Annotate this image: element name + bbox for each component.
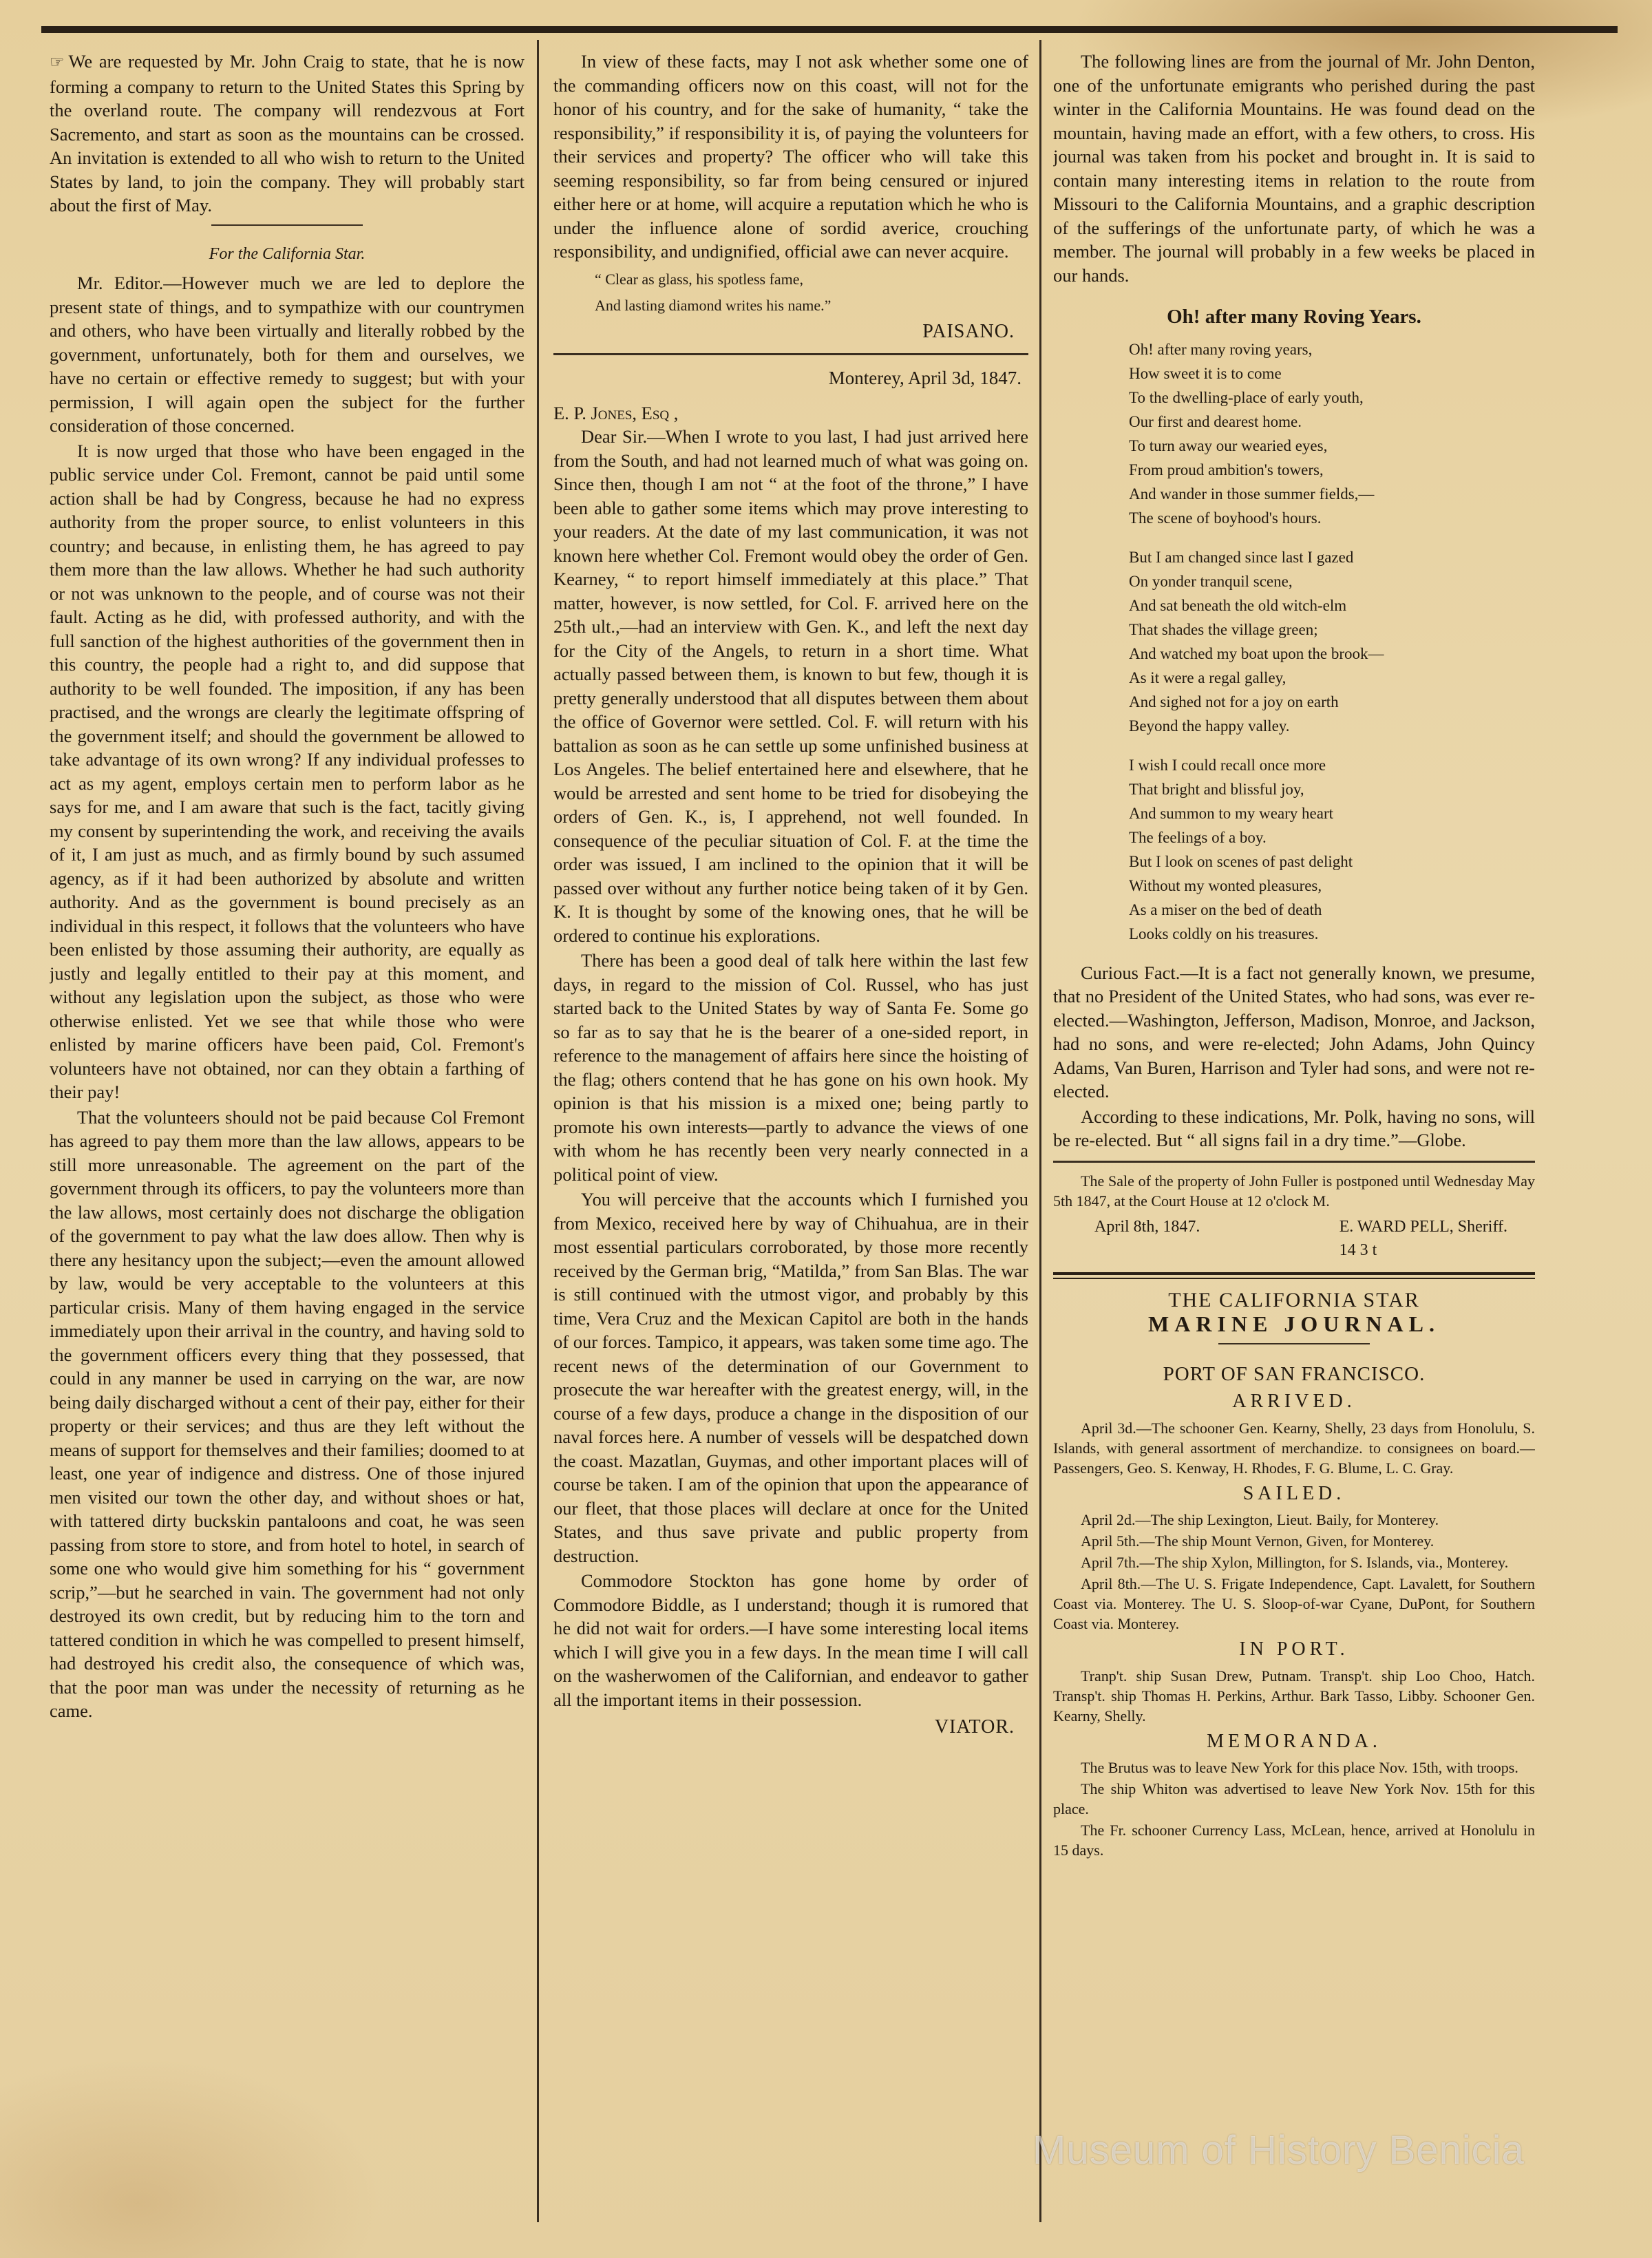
- poem-stanza-3: [1129, 753, 1535, 946]
- signature-viator: VIATOR.: [934, 1716, 1015, 1738]
- correspondence-paragraph-4: Commodore Stockton has gone home by order of Commodore Biddle, as I understand; though it is rumored that he did not wait for orders.—I have some interesting local items which I will give you in a few days. In the mean time I will call on the washerwomen of the Californian, and endeavor to gather all the important items in their possession.: [553, 1570, 1028, 1710]
- sale-notice: The Sale of the property of John Fuller is postponed until Wednesday May 5th 1847, at the Court House at 12 o'clock M.: [1053, 1172, 1535, 1210]
- poem-line: Oh! after many roving years,: [1129, 340, 1313, 358]
- correspondence-paragraph-3: You will perceive that the accounts which I furnished you from Mexico, received here by way of Chihuahua, are in their most essential particulars corroborated, by those more recently received by the German brig, “Matilda,” from San Blas. The war is still continued with the utmost vigor, and probably by this time, Vera Cruz and the Mexican Capitol are both in the hands of our forces. Tampico, it appears, was taken some time ago. The recent news of the determination of our Government to prosecute the war hereafter with the greatest energy, will, in the course of a few days, produce a change in the disposition of our naval forces here. A number of vessels will be despatched down the coast. Mazatlan, Guymas, and other important places will of course be taken. I am of the opinion that upon the appearance of our fleet, that those places will declare at once for the United States, and thus save private and public property from destruction.: [553, 1189, 1028, 1566]
- letter-heading: For the California Star.: [209, 244, 366, 263]
- poem-line: Without my wonted pleasures,: [1129, 876, 1322, 894]
- double-rule: [1053, 1272, 1535, 1279]
- poem-stanza-2: [1129, 545, 1535, 738]
- poem-line: Beyond the happy valley.: [1129, 717, 1290, 735]
- column-divider-1: [537, 40, 539, 2222]
- in-port-entry: Tranp't. ship Susan Drew, Putnam. Transp't. ship Loo Choo, Hatch. Transp't. ship Thomas H. Perkins, Arthur. Bark Tasso, Libby. Schooner Gen. Kearny, Shelly.: [1053, 1667, 1535, 1724]
- quote-line-2: And lasting diamond writes his name.”: [595, 296, 832, 314]
- poem-line: And sat beneath the old witch-elm: [1129, 596, 1347, 614]
- letter-paragraph-3: That the volunteers should not be paid because Col Fremont has agreed to pay them more than the law allows, appears to be still more unreasonable. The agreement on the part of the government through its officers, to pay the volunteers more than the law allows, most certainly does not discharge the obligation of the government to pay what the law does allow. Then why is there any hesitancy upon the subject;—even the amount allowed by law, would be very acceptable to the volunteers at this particular crisis. Many of them having engaged in the service immediately upon their arrival in the country, and having sold to the government officers every thing that they possessed, that could in any manner be used in carrying on the war, are now being daily discharged without a cent of their pay, either for their property or their services; and thus are they left without the means of support for themselves and their families; doomed to at least, one year of indigence and distress. One of those injured men visited our town the other day, and without shoes or hat, with tattered dirty buckskin pantaloons and coat, he was seen passing from store to store, and from hotel to hotel, in search of some one who would give him something for his “ government scrip,”—but he searched in vain. The government had not only destroyed its own credit, but by reducing him to the torn and tattered condition in which he was compelled to present himself, had destroyed his credit also, the consequence of which was, that the poor man was under the necessity of returning as he came.: [50, 1106, 525, 1721]
- curious-fact-paragraph: Curious Fact.—It is a fact not generally known, we presume, that no President of the United States, who had sons, was ever re-elected.—Washington, Jefferson, Madison, Monroe, and Jackson, had no sons, and were re-elected; John Adams, John Quincy Adams, Van Buren, Harrison and Tyler had sons, and were not re-elected.: [1053, 962, 1535, 1101]
- letter-paragraph-1: Mr. Editor.—However much we are led to deplore the present state of things, and to sympathize with our countrymen and others, who have been virtually and literally robbed by the government, unfortunately, both for them and ourselves, we have no certain or effective remedy to suggest; but with your permission, I will again open the subject for the further consideration of those concerned.: [50, 273, 525, 436]
- section-rule: [1218, 1343, 1370, 1344]
- poem-line: How sweet it is to come: [1129, 364, 1282, 382]
- arrived-heading: ARRIVED.: [1232, 1391, 1356, 1412]
- poem-line: The feelings of a boy.: [1129, 828, 1267, 846]
- column-2: [553, 50, 1028, 2218]
- dateline: Monterey, April 3d, 1847.: [828, 368, 1021, 388]
- poem-line: That shades the village green;: [1129, 620, 1318, 638]
- curious-fact-conclusion: According to these indications, Mr. Polk, having no sons, will be re-elected. But “ all signs fail in a dry time.”—Globe.: [1053, 1106, 1535, 1150]
- letter-paragraph-2: It is now urged that those who have been engaged in the public service under Col. Fremont, cannot be paid until some action shall be had by Congress, because he had no express authority from the proper source, to enlist volunteers in this country; and because, in enlisting them, he has agreed to pay them more than the law allows. Whether he had such authority or not was unknown to the people, and of course was not their fault. Acting as he did, with professed authority, and with the full sanction of the highest authorities of the government then in this country, the people had a right to, and did suppose that authority to be well founded. The imposition, if any has been practised, and the wrongs are clearly the legitimate offspring of the government itself; and should the government be allowed to take advantage of its own wrong? If any individual professes to act as my agent, employs certain men to perform labor as he says for me, and I am aware that such is the fact, tacitly giving my consent by superintending the work, and receiving the avails of it, I am just as much, and as firmly bound by such assumed agency, as if it had been authorized by absolute and written authority. And as the government is bound precisely as an individual in this respect, it follows that the volunteers who have been enlisted by those assuming their authority, are equally as justly and legally entitled to their pay at this moment, and without any legislation upon the subject, as those who were otherwise enlisted. Yet we see that while those who were enlisted by marine officers have been paid, Col. Fremont's volunteers have not obtained, nor can they obtain a farthing of their pay!: [50, 440, 525, 1102]
- column-1: [50, 50, 525, 2218]
- memoranda-heading: MEMORANDA.: [1207, 1730, 1381, 1752]
- top-border-rule: [41, 26, 1618, 33]
- marine-masthead-line-1: THE CALIFORNIA STAR: [1168, 1288, 1420, 1311]
- signature-paisano: PAISANO.: [922, 320, 1015, 342]
- poem-title: Oh! after many Roving Years.: [1167, 306, 1421, 328]
- memoranda-entry: The Fr. schooner Currency Lass, McLean, hence, arrived at Honolulu in 15 days.: [1053, 1822, 1535, 1859]
- sale-notice-footer: [1094, 1215, 1507, 1263]
- journal-intro: The following lines are from the journal of Mr. John Denton, one of the unfortunate emigrants who perished during the past winter in the California Mountains. He was found dead on the mountain, having made an effort, with a few others, to cross. His journal was taken from his pocket and brought in. It is said to contain many interesting items in relation to the route from Missouri to the California Mountains, and a graphic description of the sufferings of the unfortunate party, of which he was a member. The journal will probably in a few weeks be placed in our hands.: [1053, 51, 1535, 286]
- sailed-entry: April 7th.—The ship Xylon, Millington, for S. Islands, via., Monterey.: [1081, 1554, 1509, 1571]
- marine-masthead-line-2: MARINE JOURNAL.: [1148, 1311, 1440, 1336]
- sale-code: 14 3 t: [1339, 1241, 1377, 1259]
- sheriff-signature: E. WARD PELL, Sheriff. 14 3 t: [1339, 1217, 1507, 1259]
- craig-notice: ☞ We are requested by Mr. John Craig to state, that he is now forming a company to return to the United States this Spring by the overland route. The company will rendezvous at Fort Sacremento, and start as soon as the mountains can be crossed. An invitation is extended to all who wish to return to the United States by land, to join the company. They will probably start about the first of May.: [50, 51, 525, 215]
- poem-line: That bright and blissful joy,: [1129, 780, 1304, 798]
- column-divider-2: [1039, 40, 1041, 2222]
- poem-line: But I am changed since last I gazed: [1129, 548, 1354, 566]
- correspondence-paragraph-2: There has been a good deal of talk here within the last few days, in regard to the mission of Col. Russel, who has just started back to the United States by way of Santa Fe. Some go so far as to say that he is the bearer of a one-sided report, in reference to the management of affairs here since the hoisting of the flag; others contend that he has gone on his own hook. My opinion is that his mission is a mixed one; being partly to promote his own interests—partly to advance the views of one with whom he has recently been very nearly connected in a political point of view.: [553, 950, 1028, 1185]
- poem-line: As it were a regal galley,: [1129, 668, 1286, 686]
- section-rule: [553, 353, 1028, 355]
- correspondence-paragraph-1: Dear Sir.—When I wrote to you last, I had just arrived here from the South, and had not learned much of what was going on. Since then, though I am not “ at the foot of the throne,” I have been able to gather some items which may prove interesting to your readers. At the date of my last communication, it was not known here whether Col. Fremont would obey the order of Gen. Kearney, “ to report himself immediately at this place.” That matter, however, is now settled, for Col. F. arrived here on the 25th ult.,—had an interview with Gen. K., and left the next day for the City of the Angels, to return in a short time. What actually passed between them, is known to but few, though it is pretty generally understood that all disputes between them about the office of Governor were settled. Col. F. will return with his battalion as soon as he can settle up some unfinished business at Los Angeles. The belief entertained here and elsewhere, that he would be arrested and sent home to be tried for disobeying the orders of Gen. K., is, I apprehend, not well founded. In consequence of the peculiar situation of Col. F. at the time the order was issued, I am inclined to the opinion that it will be passed over without any further notice being taken of it by Gen. K. It is thought by some of the knowing ones, that he will be ordered to continue his explorations.: [553, 426, 1028, 946]
- poem-line: The scene of boyhood's hours.: [1129, 509, 1322, 527]
- poem-line: On yonder tranquil scene,: [1129, 572, 1293, 590]
- column-3: [1053, 50, 1535, 2218]
- arrived-entry: April 3d.—The schooner Gen. Kearny, Shelly, 23 days from Honolulu, S. Islands, with general assortment of merchandize. to consignees on board.—Passengers, Geo. S. Kenway, H. Rhodes, F. G. Blume, L. C. Gray.: [1053, 1419, 1535, 1477]
- sailed-entry: April 5th.—The ship Mount Vernon, Given, for Monterey.: [1081, 1532, 1434, 1550]
- memoranda-entry: The Brutus was to leave New York for this place Nov. 15th, with troops.: [1081, 1759, 1518, 1776]
- poem-line: But I look on scenes of past delight: [1129, 852, 1353, 870]
- sailed-heading: SAILED.: [1242, 1482, 1346, 1504]
- port-heading: PORT OF SAN FRANCISCO.: [1163, 1362, 1426, 1385]
- section-rule: [1053, 1161, 1535, 1163]
- poem-line: To turn away our wearied eyes,: [1129, 436, 1328, 454]
- sailed-entry: April 8th.—The U. S. Frigate Independence, Capt. Lavalett, for Southern Coast via. Monterey. The U. S. Sloop-of-war Cyane, DuPont, for Southern Coast via. Monterey.: [1053, 1575, 1535, 1632]
- poem-line: As a miser on the bed of death: [1129, 900, 1322, 918]
- letter-paragraph-4: In view of these facts, may I not ask whether some one of the commanding officers now on this coast, will not for the honor of his country, and for the sake of humanity, “ take the responsibility,” if responsibility it is, of paying the volunteers for their services and property? The officer who will take this seeming responsibility, so far from being censured or injured either here or at home, will acquire a reputation which he who is under the influence alone of sordid averice, crouching responsibility, and undignified, official awe can never acquire.: [553, 51, 1028, 262]
- poem-line: I wish I could recall once more: [1129, 756, 1326, 774]
- poem-stanza-1: [1129, 337, 1535, 530]
- sale-date: April 8th, 1847.: [1094, 1217, 1200, 1236]
- poem-line: Looks coldly on his treasures.: [1129, 925, 1319, 942]
- poem-line: Our first and dearest home.: [1129, 412, 1302, 430]
- pointing-hand-icon: ☞: [50, 54, 65, 72]
- museum-watermark: Museum of History Benicia: [1032, 2128, 1525, 2173]
- poem-line: And watched my boat upon the brook—: [1129, 644, 1384, 662]
- poem-line: And sighed not for a joy on earth: [1129, 693, 1339, 710]
- memoranda-entry: The ship Whiton was advertised to leave New York Nov. 15th for this place.: [1053, 1780, 1535, 1817]
- in-port-heading: IN PORT.: [1239, 1638, 1349, 1660]
- sailed-entry: April 2d.—The ship Lexington, Lieut. Baily, for Monterey.: [1081, 1511, 1439, 1528]
- poem-line: From proud ambition's towers,: [1129, 461, 1324, 478]
- addressee: E. P. Jones, Esq ,: [553, 402, 679, 423]
- poem-line: To the dwelling-place of early youth,: [1129, 388, 1364, 406]
- poem-line: And wander in those summer fields,—: [1129, 485, 1375, 503]
- quote-line-1: “ Clear as glass, his spotless fame,: [595, 270, 804, 288]
- poem-line: And summon to my weary heart: [1129, 804, 1334, 822]
- section-rule: [211, 224, 363, 226]
